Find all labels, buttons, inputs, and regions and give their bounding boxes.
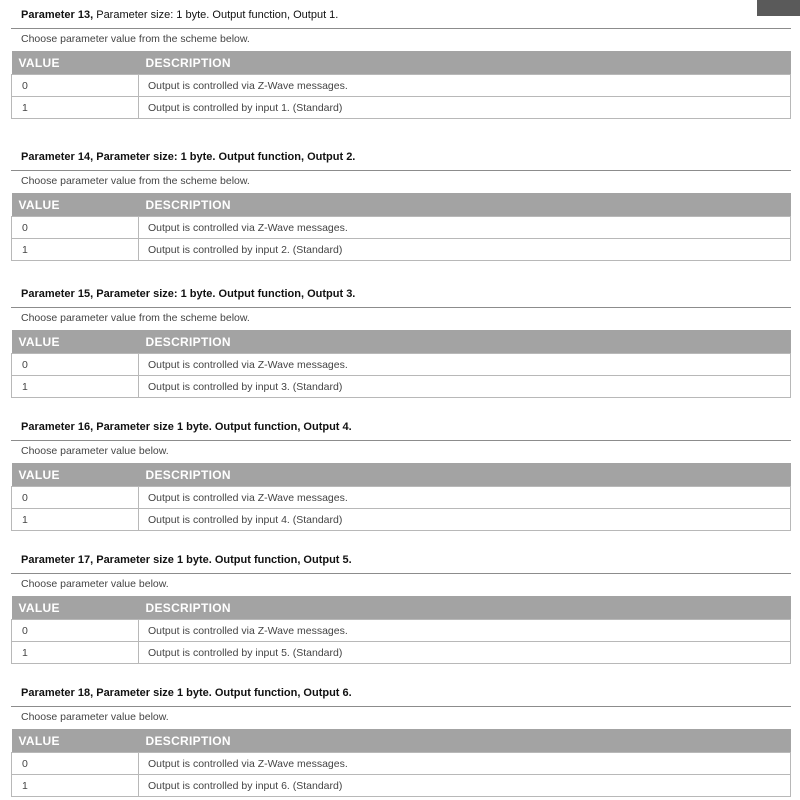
value-cell: 0 (12, 620, 139, 642)
value-cell: 0 (12, 217, 139, 239)
description-cell: Output is controlled by input 1. (Standard) (139, 97, 791, 119)
table-row (12, 775, 791, 797)
parameter-heading (11, 8, 791, 23)
parameter-heading (11, 686, 791, 701)
description-cell: Output is controlled via Z-Wave messages. (139, 75, 791, 97)
choose-instruction: Choose parameter value from the scheme below. (11, 28, 791, 51)
table-row (12, 75, 791, 97)
description-column-header: DESCRIPTION (139, 330, 791, 354)
parameter-section (11, 150, 791, 261)
value-cell: 1 (12, 97, 139, 119)
choose-instruction: Choose parameter value below. (11, 440, 791, 463)
parameter-details: Parameter size: 1 byte. Output function, Output 3. (93, 288, 356, 300)
description-cell: Output is controlled via Z-Wave messages. (139, 217, 791, 239)
table-header-row (12, 193, 791, 217)
description-column-header: DESCRIPTION (139, 193, 791, 217)
parameter-heading (11, 420, 791, 435)
choose-instruction: Choose parameter value below. (11, 706, 791, 729)
value-table (11, 330, 791, 398)
value-cell: 1 (12, 376, 139, 398)
description-cell: Output is controlled by input 6. (Standard) (139, 775, 791, 797)
table-row (12, 97, 791, 119)
parameter-details: Parameter size 1 byte. Output function, Output 5. (93, 554, 352, 566)
parameter-name: Parameter 16, (21, 421, 94, 433)
parameter-details: Parameter size 1 byte. Output function, Output 4. (93, 421, 352, 433)
value-cell: 1 (12, 642, 139, 664)
description-cell: Output is controlled via Z-Wave messages. (139, 354, 791, 376)
table-row (12, 620, 791, 642)
description-column-header: DESCRIPTION (139, 463, 791, 487)
description-column-header: DESCRIPTION (139, 596, 791, 620)
choose-instruction: Choose parameter value from the scheme below. (11, 170, 791, 193)
parameter-details: Parameter size 1 byte. Output function, Output 6. (93, 687, 352, 699)
table-row (12, 217, 791, 239)
value-column-header: VALUE (12, 51, 139, 75)
table-row (12, 354, 791, 376)
table-row (12, 642, 791, 664)
value-table (11, 463, 791, 531)
value-column-header: VALUE (12, 330, 139, 354)
description-cell: Output is controlled via Z-Wave messages. (139, 487, 791, 509)
parameter-section (11, 8, 791, 119)
table-row (12, 376, 791, 398)
description-cell: Output is controlled via Z-Wave messages. (139, 620, 791, 642)
value-table (11, 596, 791, 664)
parameter-section (11, 287, 791, 398)
table-header-row (12, 51, 791, 75)
parameter-name: Parameter 13, (21, 9, 94, 21)
parameter-heading (11, 553, 791, 568)
choose-instruction: Choose parameter value below. (11, 573, 791, 596)
description-cell: Output is controlled by input 3. (Standard) (139, 376, 791, 398)
parameter-section (11, 553, 791, 664)
table-header-row (12, 463, 791, 487)
parameter-name: Parameter 17, (21, 554, 94, 566)
description-cell: Output is controlled by input 4. (Standard) (139, 509, 791, 531)
table-row (12, 239, 791, 261)
description-cell: Output is controlled by input 5. (Standard) (139, 642, 791, 664)
value-column-header: VALUE (12, 463, 139, 487)
value-column-header: VALUE (12, 729, 139, 753)
value-column-header: VALUE (12, 596, 139, 620)
description-cell: Output is controlled by input 2. (Standard) (139, 239, 791, 261)
description-column-header: DESCRIPTION (139, 51, 791, 75)
parameter-heading (11, 150, 791, 165)
table-header-row (12, 330, 791, 354)
parameter-details: Parameter size: 1 byte. Output function, Output 1. (93, 9, 339, 21)
table-row (12, 753, 791, 775)
value-table (11, 193, 791, 261)
parameter-name: Parameter 15, (21, 288, 94, 300)
value-cell: 1 (12, 775, 139, 797)
parameter-details: Parameter size: 1 byte. Output function, Output 2. (93, 151, 356, 163)
value-table (11, 729, 791, 797)
table-header-row (12, 596, 791, 620)
value-table (11, 51, 791, 119)
value-cell: 0 (12, 75, 139, 97)
parameter-name: Parameter 18, (21, 687, 94, 699)
value-cell: 0 (12, 487, 139, 509)
value-cell: 1 (12, 239, 139, 261)
parameter-section (11, 686, 791, 797)
table-header-row (12, 729, 791, 753)
parameter-section (11, 420, 791, 531)
value-cell: 0 (12, 753, 139, 775)
value-cell: 0 (12, 354, 139, 376)
table-row (12, 509, 791, 531)
parameter-heading (11, 287, 791, 302)
description-column-header: DESCRIPTION (139, 729, 791, 753)
description-cell: Output is controlled via Z-Wave messages. (139, 753, 791, 775)
parameter-name: Parameter 14, (21, 151, 94, 163)
value-column-header: VALUE (12, 193, 139, 217)
value-cell: 1 (12, 509, 139, 531)
table-row (12, 487, 791, 509)
choose-instruction: Choose parameter value from the scheme below. (11, 307, 791, 330)
